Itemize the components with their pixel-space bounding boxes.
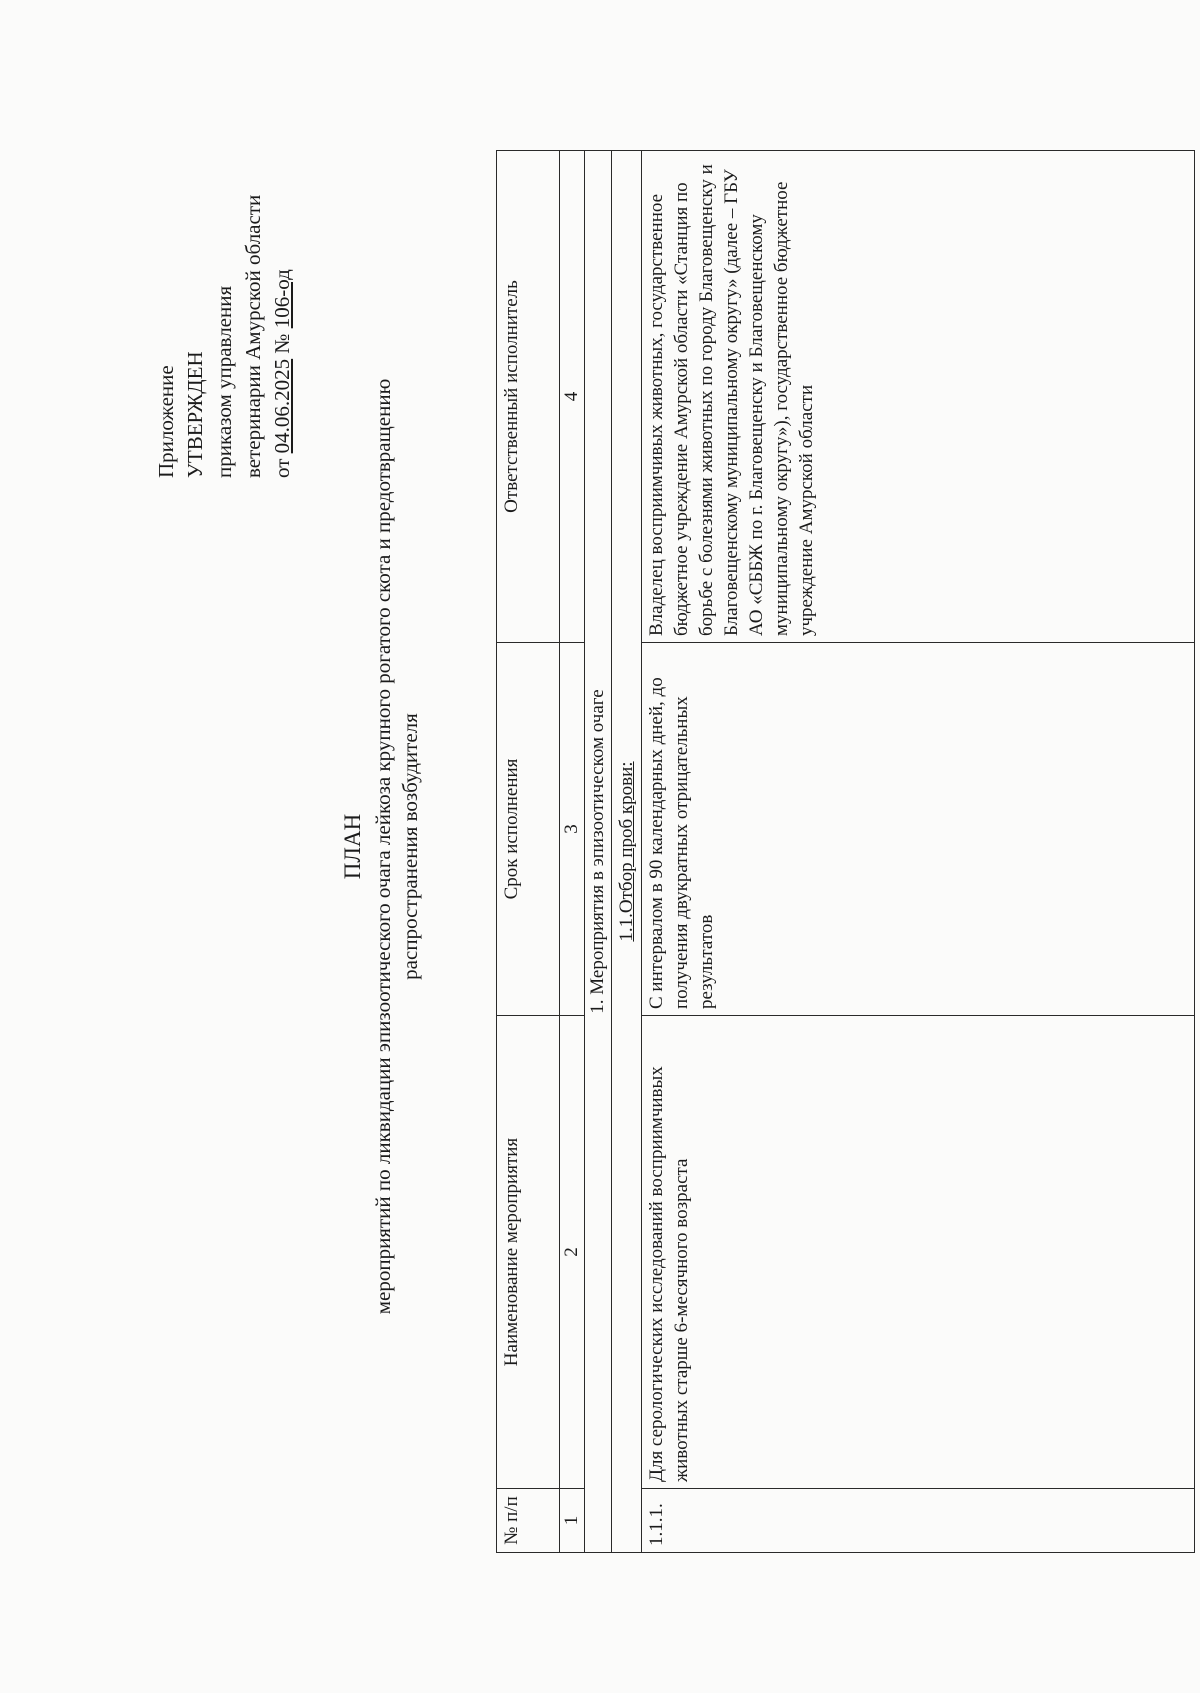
plan-table [496,150,1195,1553]
row-deadline: С интервалом в 90 календарных дней, до получения двукратных отрицательных результатов [642,643,1195,1016]
section-row [585,151,612,1553]
approval-number-sign: № [270,328,294,359]
approval-date: 04.06.2025 [270,358,294,454]
header-deadline: Срок исполнения [497,643,560,1016]
approval-block [152,195,297,478]
table-header-row [497,151,560,1553]
column-number: 1 [560,1489,585,1553]
header-activity: Наименование мероприятия [497,1016,560,1489]
column-number-row [560,151,585,1553]
column-number: 3 [560,643,585,1016]
row-number: 1.1.1. [642,1489,1195,1553]
header-number: № п/п [497,1489,560,1553]
approval-order: приказом управления [212,285,236,478]
section-heading: 1. Мероприятия в эпизоотическом очаге [585,151,612,1553]
approval-date-prefix: от [270,453,294,478]
plan-title: ПЛАН [340,813,365,880]
subsection-cell [612,151,642,1553]
approval-authority: ветеринарии Амурской области [241,194,265,478]
approval-date-line [268,195,297,478]
approval-approved: УТВЕРЖДЕН [183,351,207,478]
header-responsible: Ответственный исполнитель [497,151,560,643]
subsection-row [612,151,642,1553]
subsection-heading: 1.1.Отбор проб крови: [616,761,637,942]
table-row [642,151,1195,1553]
column-number: 2 [560,1016,585,1489]
row-responsible: Владелец восприимчивых животных, государственное бюджетное учреждение Амурской области «Станция по борьбе с болезнями животных по городу Благовещенску и Благовещенскому муниципальному округу» (далее – ГБУ АО «СББЖ по г. Благовещенску и Благовещенскому муниципальному округу»), государственное бюджетное учреждение Амурской области [642,151,1195,643]
approval-number: 106-од [270,269,294,329]
plan-subtitle: мероприятий по ликвидации эпизоотического очага лейкоза крупного рогатого скота и предотвращению распространения возбудителя [371,378,422,1315]
row-activity: Для серологических исследований восприимчивых животных старше 6-месячного возраста [642,1016,1195,1489]
approval-appendix: Приложение [154,365,178,478]
column-number: 4 [560,151,585,643]
